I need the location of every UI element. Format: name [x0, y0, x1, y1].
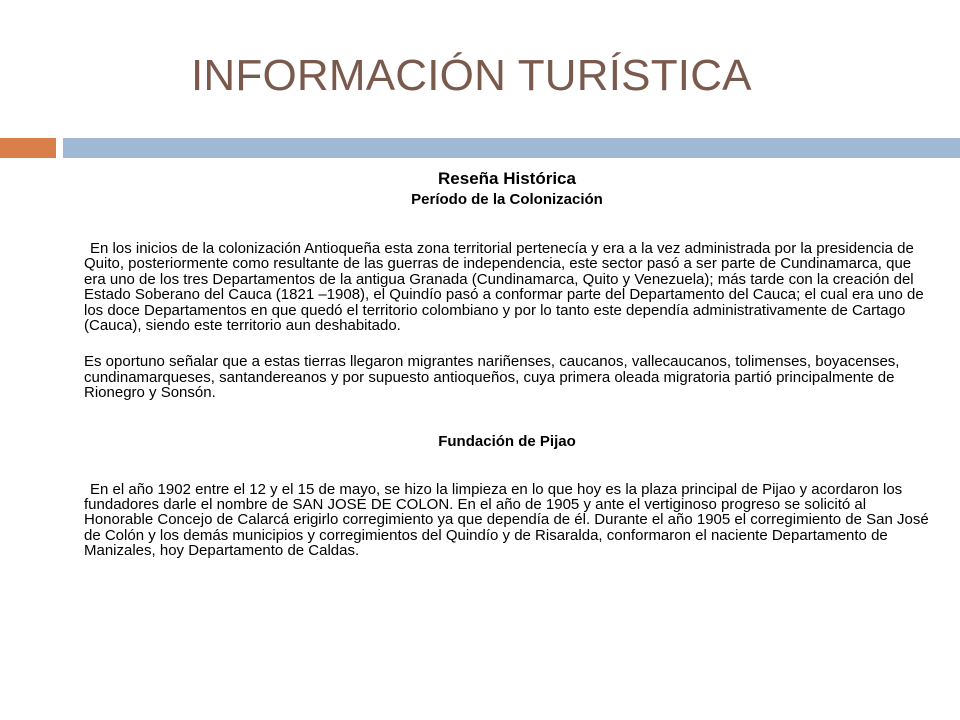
accent-bar-blue [63, 138, 960, 158]
section-heading-history: Reseña Histórica [438, 169, 576, 188]
paragraph-migrants: Es oportuno señalar que a estas tierras llegaron migrantes nariñenses, caucanos, vallecaucanos, tolimenses, boyacenses, cundinamarqueses, santandereanos y por supuesto antioqueños, cuya primera oleada migratoria partió principalmente de Rionegro y Sonsón. [84, 353, 900, 402]
subheading-colonization: Período de la Colonización [411, 191, 603, 208]
slide-title: INFORMACIÓN TURÍSTICA [191, 51, 752, 100]
accent-bar-orange [0, 138, 56, 158]
slide-body [84, 168, 930, 559]
paragraph-foundation: En el año 1902 entre el 12 y el 15 de mayo, se hizo la limpieza en lo que hoy es la plaza principal de Pijao y acordaron los fundadores darle el nombre de SAN JOSE DE COLON. En el año de 1905 y ante el vertiginoso progreso se solicitó al Honorable Concejo de Calarcá erigirlo corregimiento ya que dependía de él. Durante el año 1905 el corregimiento de San José de Colón y los demás municipios y corregimientos del Quindío y de Risaralda, conformaron el naciente Departamento de Manizales, hoy Departamento de Caldas. [84, 480, 929, 560]
section-heading-foundation: Fundación de Pijao [438, 432, 576, 450]
paragraph-colonization: En los inicios de la colonización Antioqueña esta zona territorial pertenecía y era a la vez administrada por la presidencia de Quito, posteriormente como resultante de las guerras de independencia, este sector pasó a ser parte de Cundinamarca, que era uno de los tres Departamentos de la antigua Granada (Cundinamarca, Quito y Venezuela); más tarde con la creación del Estado Soberano del Cauca (1821 –1908), el Quindío pasó a conformar parte del Departamento del Cauca; el cual era uno de los doce Departamentos en que quedó el territorio colombiano y por lo tanto este dependía administrativamente de Cartago (Cauca), siendo este territorio aun deshabitado. [84, 240, 924, 335]
